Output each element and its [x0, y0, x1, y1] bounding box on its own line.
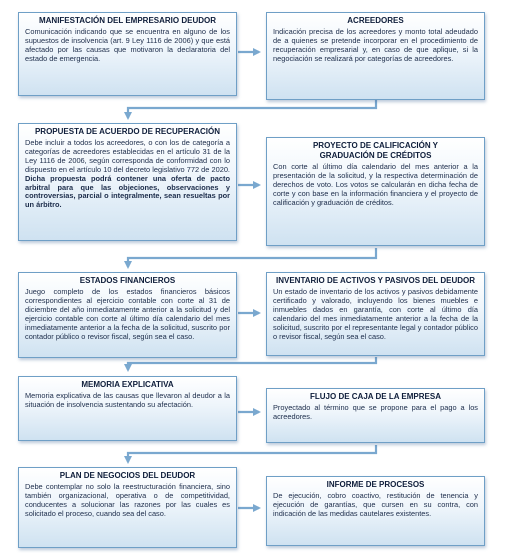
propuesta-title: PROPUESTA DE ACUERDO DE RECUPERACIÓN [34, 127, 221, 136]
box-plan [18, 467, 237, 548]
informe-title: INFORME DE PROCESOS [326, 480, 425, 489]
box-informe [266, 476, 485, 546]
arrow-flujo-to-plan [128, 445, 376, 462]
informe-body: De ejecución, cobro coactivo, restitución de tenencia y ejecución de garantías, que cursen en su contra, con indicación de las medidas cautelares existentes. [273, 491, 478, 518]
manifestacion-body: Comunicación indicando que se encuentra en alguno de los supuestos de insolvencia (art. 9 Ley 1116 de 2006) y que está afectado por las causas que motivaron la declaratoria del estado de emergencia. [25, 27, 230, 63]
calificacion-title: PROYECTO DE CALIFICACIÓN Y GRADUACIÓN DE CRÉDITOS [312, 141, 439, 160]
acreedores-body: Indicación precisa de los acreedores y monto total adeudado de a quienes se pretende incorporar en el procedimiento de recuperación empresarial y, en caso de que aplique, si la negociación se realizará por categorías de acreedores. [273, 27, 478, 63]
propuesta-body-bold: Dicha propuesta podrá contener una oferta de pacto arbitral para que las objeciones, observaciones y controversias, parcial o integralmente, sean resueltas por un árbitro. [25, 173, 230, 210]
estados-title: ESTADOS FINANCIEROS [79, 276, 176, 285]
inventario-body: Un estado de inventario de los activos y pasivos debidamente certificado y valorado, incluyendo los bienes muebles e inmuebles dados en garantía, con corte al último día calendario del mes inmediatamente anterior a la fecha de la solicitud, suscrito por el representante legal y contador público o revisor fiscal, según sea el caso. [273, 287, 478, 341]
calificacion-body: Con corte al último día calendario del mes anterior a la presentación de la solicitud, y la respectiva determinación de derechos de voto. Los votos se calcularán en dicha fecha de corte y con base en la información financiera y el proyecto de calificación y graduación de créditos. [273, 162, 478, 207]
flujo-body: Proyectado al término que se propone para el pago a los acreedores. [273, 403, 478, 421]
memoria-body: Memoria explicativa de las causas que llevaron al deudor a la situación de insolvencia sustentando su afectación. [25, 391, 230, 409]
box-manifestacion [18, 12, 237, 96]
plan-body: Debe contemplar no solo la reestructuración financiera, sino también organizacional, operativa o de competitividad, conducentes a solucionar las razones por las cuales es solicitado el proceso, cuando sea del caso. [25, 482, 230, 518]
box-estados [18, 272, 237, 358]
manifestacion-title: MANIFESTACIÓN DEL EMPRESARIO DEUDOR [38, 16, 217, 25]
box-flujo [266, 388, 485, 443]
box-calificacion [266, 137, 485, 246]
box-propuesta [18, 123, 237, 241]
box-inventario [266, 272, 485, 356]
propuesta-body-plain: Debe incluir a todos los acreedores, o con los de categoría a categorías de acreedores establecidas en el artículo 31 de la Ley 1116 de 2006, según corresponda de conformidad con lo dispuesto en el artículo 10 del decreto legislativo 772 de 2020. [25, 138, 230, 174]
flujo-title: FLUJO DE CAJA DE LA EMPRESA [310, 392, 441, 401]
acreedores-title: ACREEDORES [347, 16, 404, 25]
propuesta-body [25, 139, 230, 210]
inventario-title: INVENTARIO DE ACTIVOS Y PASIVOS DEL DEUDOR [276, 276, 475, 285]
box-memoria [18, 376, 237, 441]
arrow-acreedores-to-propuesta [128, 100, 376, 118]
box-acreedores [266, 12, 485, 100]
plan-title: PLAN DE NEGOCIOS DEL DEUDOR [59, 471, 196, 480]
arrow-calificacion-to-estados [128, 248, 376, 267]
memoria-title: MEMORIA EXPLICATIVA [81, 380, 174, 389]
estados-body: Juego completo de los estados financieros básicos correspondientes al ejercicio contable con corte al 31 de diciembre del año inmediatamente anterior a la solicitud y del ejercicio contable con corte al último día calendario del mes inmediatamente anterior a la fecha de la solicitud, suscrito por contador público o revisor fiscal, según sea el caso. [25, 287, 230, 341]
arrow-inventario-to-memoria [128, 357, 376, 370]
